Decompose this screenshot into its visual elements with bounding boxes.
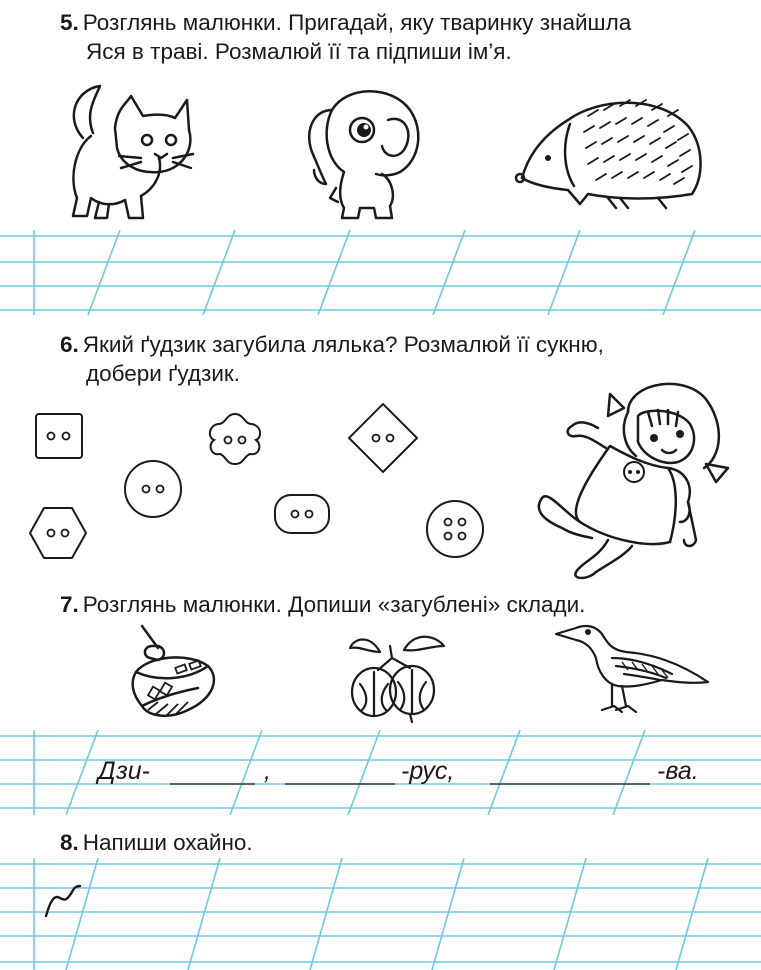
four-hole-button-icon[interactable] [422,496,488,562]
task-8-number: 8. [60,830,79,855]
task-5-number: 5. [60,10,79,35]
square-button-icon[interactable] [28,410,88,462]
task-8-text [60,828,740,857]
hedgehog-icon [508,86,708,216]
task-5-line-2: Яся в траві. Розмалюй її та підпиши ім’я. [86,39,512,64]
hexagon-button-icon[interactable] [26,504,90,562]
oval-button-icon[interactable] [270,490,334,538]
task-7-line-1: Розглянь малюнки. Допиши «загублені» склади. [82,592,586,617]
task-6-number: 6. [60,332,79,357]
flower-button-icon[interactable] [204,410,266,466]
diamond-button-icon[interactable] [343,400,423,476]
writing-lines-task-8[interactable] [0,858,761,970]
task-8-line-1: Напиши охайно. [82,830,253,855]
task-6-line-2: добери ґудзик. [86,361,240,386]
kitten-icon [55,78,195,228]
writing-lines-task-5[interactable] [0,230,761,315]
word-part-2: , [264,757,271,785]
word-part-1: Дзи- [98,757,151,785]
spinning-top-icon [118,622,228,722]
round-button-icon[interactable] [118,456,188,522]
word-part-3: -рус, [401,757,455,785]
doll-icon [528,372,743,582]
gooseberry-icon [340,624,460,724]
word-part-4: -ва. [657,757,699,785]
crow-icon [552,618,718,722]
task-6-line-1: Який ґудзик загубила лялька? Розмалюй її сукню, [82,332,604,357]
task-7-number: 7. [60,592,79,617]
task-5-line-1: Розглянь малюнки. Пригадай, яку тваринку знайшла [82,10,632,35]
task-5-text [60,8,740,66]
task-7-text [60,590,740,619]
elephant-icon [292,80,427,225]
